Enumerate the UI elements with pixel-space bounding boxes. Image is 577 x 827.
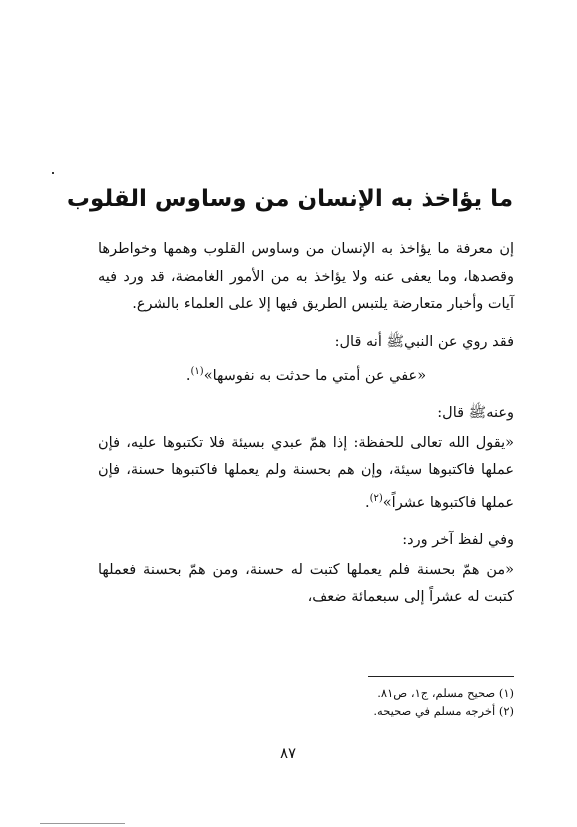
scan-edge-line — [40, 823, 125, 824]
hadith-quote-2-text: «يقول الله تعالى للحفظة: إذا همّ عبدي بسيئة فلا تكتبوها عليه، فإن عملها فاكتبوها سيئة، وإن هم بحسنة ولم يعملها فاكتبوها حسنة، فإن عملها فاكتبوها عشراً» — [98, 434, 514, 511]
footnote-2: (٢) أخرجه مسلم في صحيحه. — [373, 704, 514, 718]
hadith-quote-2 — [98, 430, 514, 517]
footnote-separator — [368, 676, 514, 677]
footnote-ref-1-tail: . — [185, 367, 191, 384]
body-text — [98, 236, 514, 612]
footnotes — [290, 684, 514, 720]
narration-intro-3: وفي لفظ آخر ورد: — [402, 532, 514, 549]
page-title: ما يؤاخذ به الإنسان من وساوس القلوب — [66, 186, 514, 213]
page-number: ٨٧ — [279, 744, 297, 762]
print-speck — [52, 172, 54, 174]
footnote-1: (١) صحيح مسلم، ج١، ص٨١. — [377, 686, 514, 700]
intro-paragraph: إن معرفة ما يؤاخذ به الإنسان من وساوس القلوب وهمها وخواطرها وقصدها، وما يعفى عنه ولا يؤاخذ به من الأمور الغامضة، قد ورد فيه آيات وأخبار متعارضة يلتبس الطريق فيها إلا على العلماء بالشرع. — [98, 241, 514, 312]
hadith-quote-1-text: «عفي عن أمتي ما حدثت به نفوسها» — [203, 367, 427, 384]
narration-intro-1: فقد روي عن النبيﷺ أنه قال: — [334, 333, 514, 350]
footnote-ref-1: (١) — [190, 366, 204, 377]
hadith-quote-3: «من همّ بحسنة فلم يعملها كتبت له حسنة، ومن همّ بحسنة فعملها كتبت له عشراً إلى سبعمائة ضعف، — [98, 561, 514, 606]
narration-intro-2: وعنهﷺ قال: — [437, 405, 514, 422]
footnote-ref-2-tail: . — [365, 494, 370, 511]
footnote-ref-2: (٢) — [369, 492, 383, 504]
hadith-quote-1 — [98, 358, 514, 390]
